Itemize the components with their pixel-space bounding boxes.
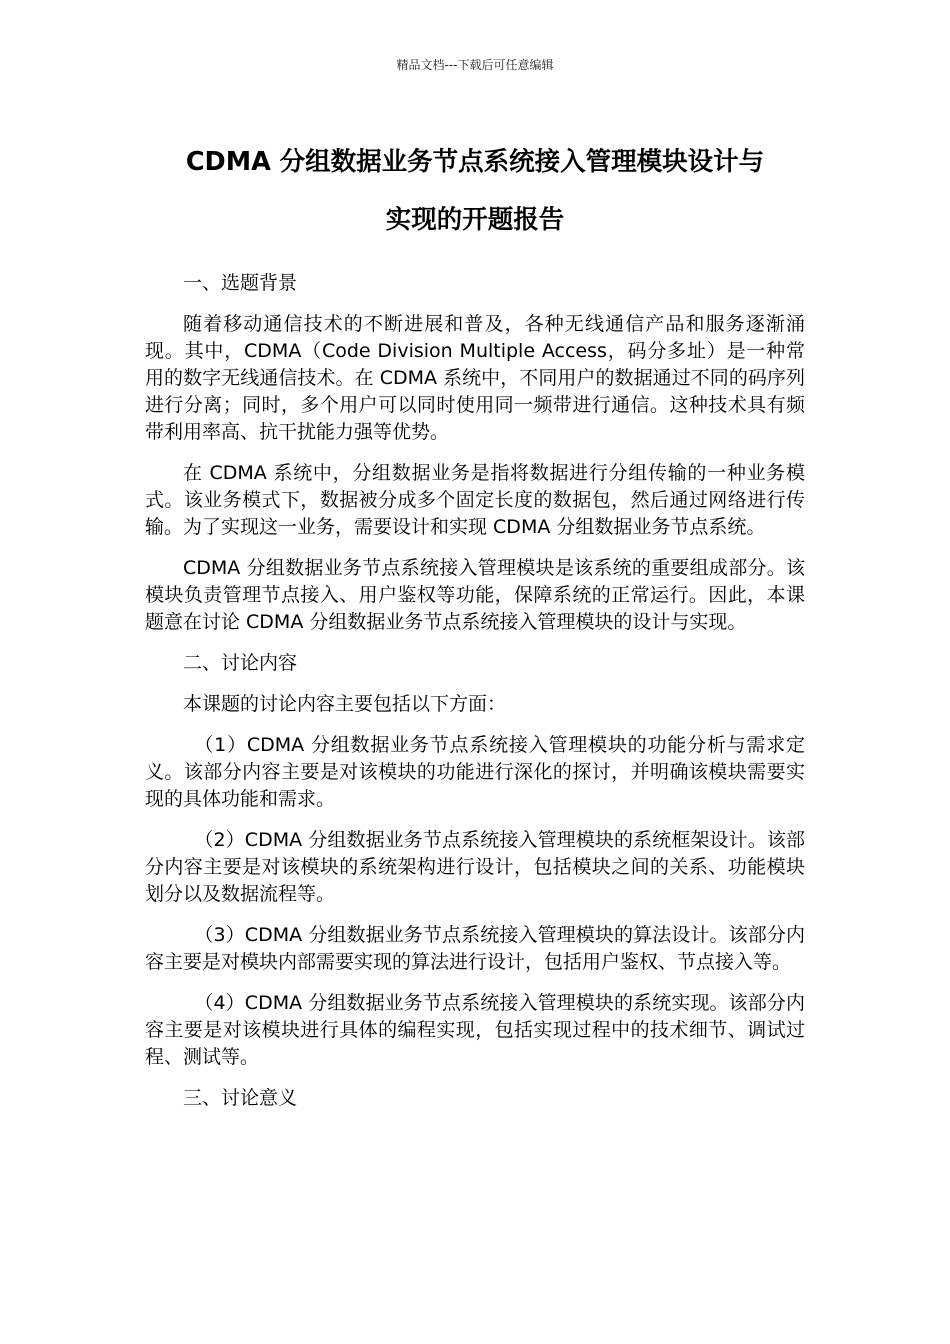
list-item-1: （1）CDMA 分组数据业务节点系统接入管理模块的功能分析与需求定义。该部分内容主要是对该模块的功能进行深化的探讨，并明确该模块需要实现的具体功能和需求。: [145, 734, 805, 810]
paragraph-packet-data-service: 在 CDMA 系统中，分组数据业务是指将数据进行分组传输的一种业务模式。该业务模式下，数据被分成多个固定长度的数据包，然后通过网络进行传输。为了实现这一业务，需要设计和实现 CDMA 分组数据业务节点系统。: [145, 462, 805, 538]
section-heading-content: 二、讨论内容: [183, 652, 298, 674]
list-item-3: （3）CDMA 分组数据业务节点系统接入管理模块的算法设计。该部分内容主要是对模块内部需要实现的算法进行设计，包括用户鉴权、节点接入等。: [145, 924, 805, 973]
document-body: [145, 270, 805, 1126]
section-heading-background: 一、选题背景: [183, 272, 298, 294]
list-item-4: （4）CDMA 分组数据业务节点系统接入管理模块的系统实现。该部分内容主要是对该模块进行具体的编程实现，包括实现过程中的技术细节、调试过程、测试等。: [145, 992, 805, 1068]
paragraph-cdma-intro: 随着移动通信技术的不断进展和普及，各种无线通信产品和服务逐渐涌现。其中，CDMA（Code Division Multiple Access，码分多址）是一种常用的数字无线通信技术。在 CDMA 系统中，不同用户的数据通过不同的码序列进行分离；同时，多个用户可以同时使用同一频带进行通信。这种技术具有频带利用率高、抗干扰能力强等优势。: [145, 313, 805, 443]
paragraph-access-module: CDMA 分组数据业务节点系统接入管理模块是该系统的重要组成部分。该模块负责管理节点接入、用户鉴权等功能，保障系统的正常运行。因此，本课题意在讨论 CDMA 分组数据业务节点系统接入管理模块的设计与实现。: [145, 557, 805, 633]
document-title-line-2: 实现的开题报告: [385, 205, 565, 235]
header-note: 精品文档---下载后可任意编辑: [396, 58, 554, 72]
section-heading-significance: 三、讨论意义: [183, 1087, 298, 1109]
document-title: [145, 133, 805, 249]
paragraph-content-intro: 本课题的讨论内容主要包括以下方面：: [183, 693, 507, 715]
list-item-2: （2）CDMA 分组数据业务节点系统接入管理模块的系统框架设计。该部分内容主要是对该模块的系统架构进行设计，包括模块之间的关系、功能模块划分以及数据流程等。: [145, 829, 805, 905]
document-title-line-1: CDMA 分组数据业务节点系统接入管理模块设计与: [185, 147, 765, 177]
